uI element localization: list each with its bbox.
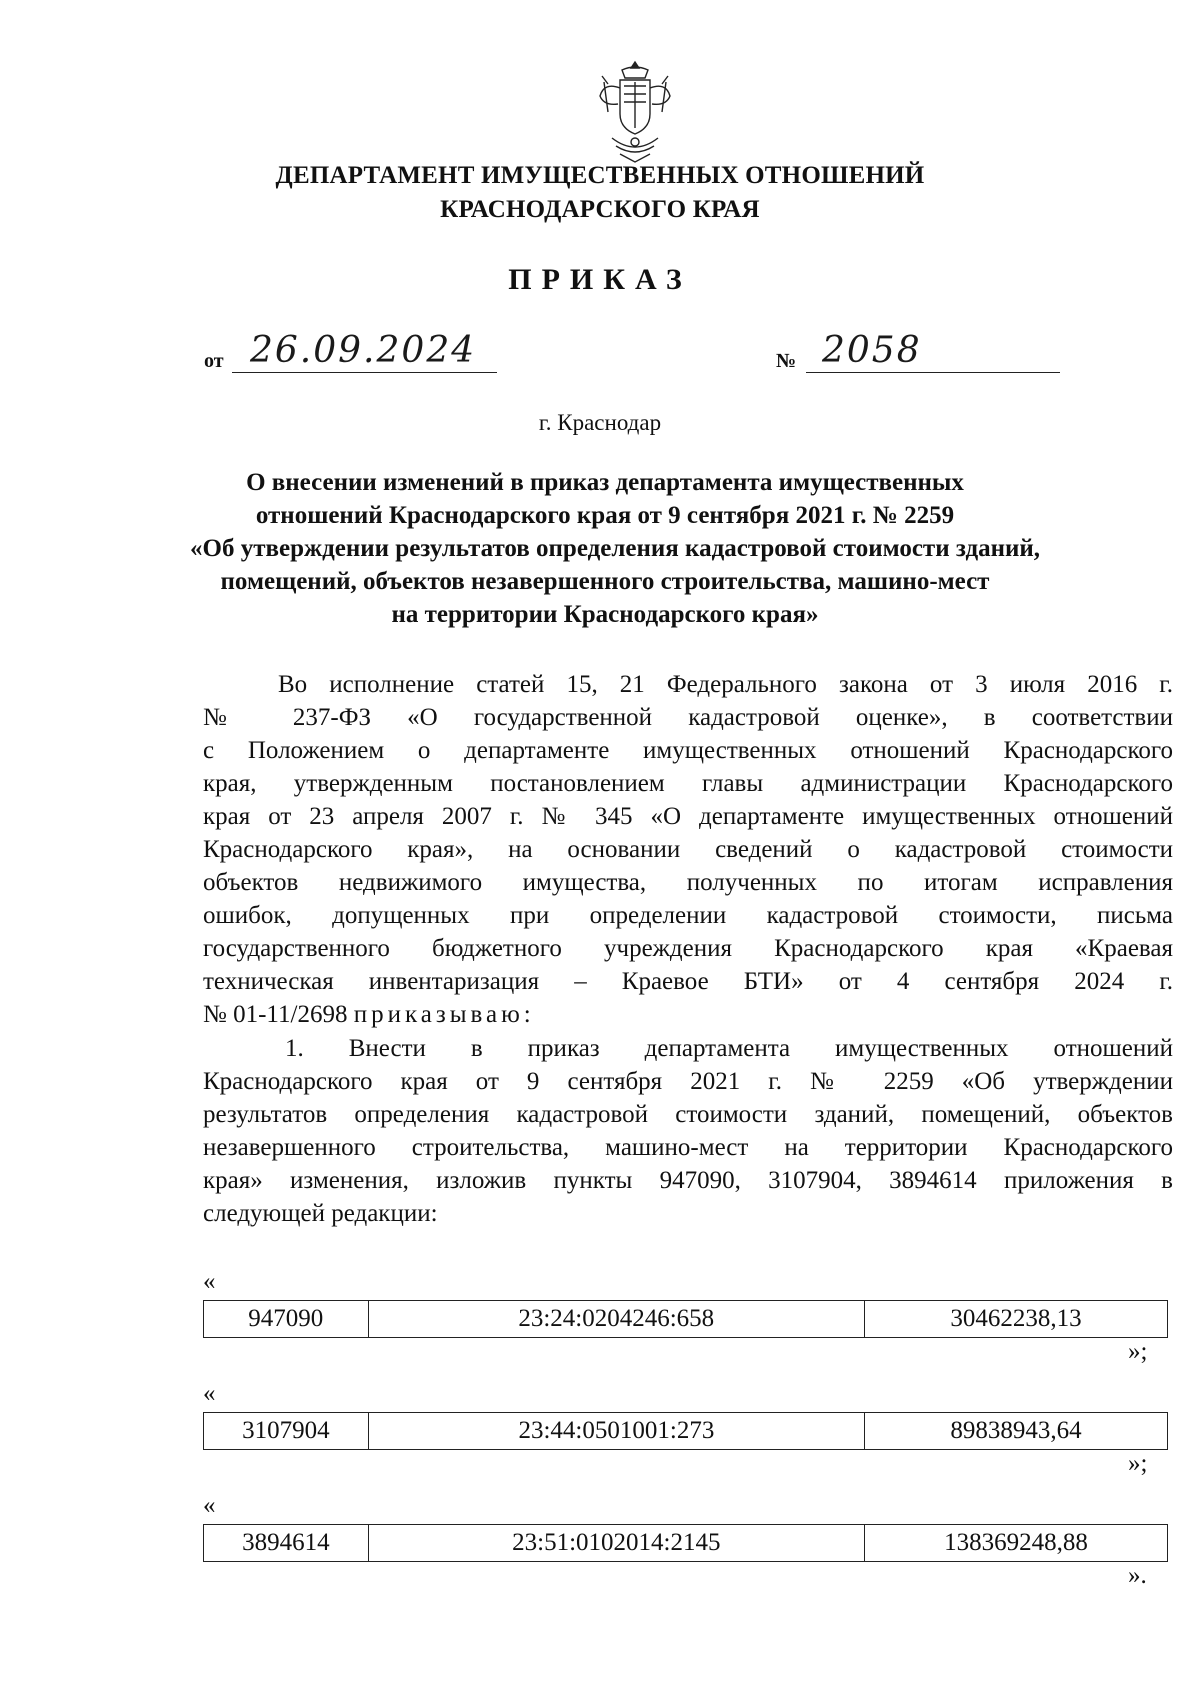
item-number: 947090: [204, 1301, 369, 1338]
number-label: №: [776, 350, 797, 372]
handwritten-number: 2058: [822, 330, 922, 371]
title-line: «Об утверждении результатов определения кадастровой стоимости зданий,: [190, 535, 1041, 562]
paragraph-line: края, утвержденным постановлением главы администрации Краснодарского: [203, 770, 1173, 797]
number-underline: [806, 372, 1060, 373]
paragraph-line: края» изменения, изложив пункты 947090, 3107904, 3894614 приложения в: [203, 1167, 1173, 1194]
paragraph-line: государственного бюджетного учреждения Краснодарского края «Краевая: [203, 935, 1173, 962]
title-line: помещений, объектов незавершенного строительства, машино-мест: [220, 568, 990, 595]
paragraph-line: [203, 998, 1173, 1031]
cadastral-value: 30462238,13: [865, 1301, 1168, 1338]
paragraph-line: Краснодарского края от 9 сентября 2021 г. № 2259 «Об утверждении: [203, 1068, 1173, 1095]
date-underline: [232, 372, 497, 373]
paragraph-line: незавершенного строительства, машино-мест на территории Краснодарского: [203, 1134, 1173, 1161]
city: г. Краснодар: [538, 410, 662, 435]
clause-1-paragraph: [203, 1032, 1173, 1230]
document-title: [190, 466, 1041, 631]
paragraph-line: с Положением о департаменте имущественных отношений Краснодарского: [203, 737, 1173, 764]
preamble-paragraph: [203, 668, 1173, 1031]
item-number: 3894614: [204, 1525, 369, 1562]
close-quote: »;: [1128, 1450, 1148, 1477]
department-name-line1: ДЕПАРТАМЕНТ ИМУЩЕСТВЕННЫХ ОТНОШЕНИЙ: [275, 162, 925, 189]
paragraph-line: 1. Внести в приказ департамента имущественных отношений: [285, 1035, 1173, 1062]
cadastral-number: 23:24:0204246:658: [368, 1301, 864, 1338]
title-line: на территории Краснодарского края»: [391, 601, 819, 628]
close-quote: »;: [1128, 1338, 1148, 1365]
close-quote: ».: [1128, 1562, 1147, 1589]
cadastral-row: [203, 1412, 1168, 1450]
handwritten-date: 26.09.2024: [250, 330, 477, 371]
coat-of-arms-icon: [590, 58, 680, 168]
cadastral-number: 23:51:0102014:2145: [368, 1525, 864, 1562]
department-name-line2: КРАСНОДАРСКОГО КРАЯ: [440, 196, 760, 223]
paragraph-line: результатов определения кадастровой стоимости зданий, помещений, объектов: [203, 1101, 1173, 1128]
document-type-heading: ПРИКАЗ: [508, 263, 692, 296]
order-verb: приказываю:: [353, 1001, 535, 1028]
cadastral-number: 23:44:0501001:273: [368, 1413, 864, 1450]
paragraph-line: Во исполнение статей 15, 21 Федерального закона от 3 июля 2016 г.: [278, 671, 1173, 698]
open-quote: «: [203, 1492, 216, 1519]
cadastral-row: [203, 1300, 1168, 1338]
paragraph-line: техническая инвентаризация – Краевое БТИ» от 4 сентября 2024 г.: [203, 968, 1173, 995]
paragraph-line: края от 23 апреля 2007 г. № 345 «О департаменте имущественных отношений: [203, 803, 1173, 830]
paragraph-line: № 237-ФЗ «О государственной кадастровой оценке», в соответствии: [203, 704, 1173, 731]
paragraph-line: ошибок, допущенных при определении кадастровой стоимости, письма: [203, 902, 1173, 929]
paragraph-line: следующей редакции:: [203, 1200, 438, 1227]
paragraph-line: Краснодарского края», на основании сведений о кадастровой стоимости: [203, 836, 1173, 863]
title-line: О внесении изменений в приказ департамента имущественных: [246, 469, 964, 496]
open-quote: «: [203, 1380, 216, 1407]
paragraph-line: объектов недвижимого имущества, полученных по итогам исправления: [203, 869, 1173, 896]
cadastral-value: 138369248,88: [865, 1525, 1168, 1562]
cadastral-row: [203, 1524, 1168, 1562]
open-quote: «: [203, 1268, 216, 1295]
cadastral-value: 89838943,64: [865, 1413, 1168, 1450]
order-reference: № 01-11/2698: [203, 1001, 354, 1028]
date-label: от: [204, 350, 224, 372]
item-number: 3107904: [204, 1413, 369, 1450]
title-line: отношений Краснодарского края от 9 сентября 2021 г. № 2259: [255, 502, 955, 529]
